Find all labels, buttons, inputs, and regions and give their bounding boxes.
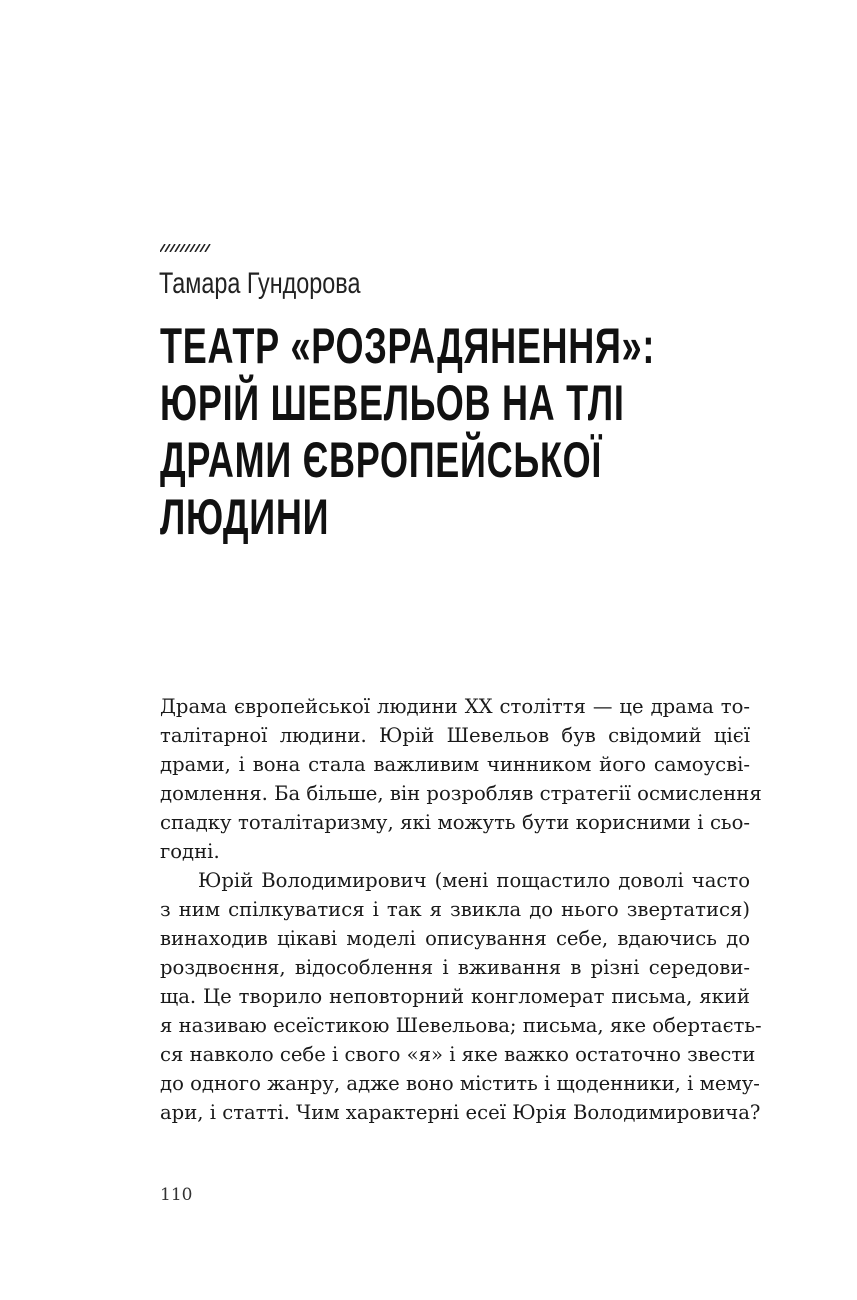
title-line: ЛЮДИНИ bbox=[160, 489, 330, 545]
page-number: 110 bbox=[160, 1185, 193, 1205]
text-line: до одного жанру, адже воно містить і щоденники, і мему- bbox=[160, 1072, 760, 1095]
text-line: годні. bbox=[160, 840, 220, 863]
text-line: ща. Це творило неповторний конгломерат письма, який bbox=[160, 985, 750, 1008]
author-name: Тамара Гундорова bbox=[159, 267, 361, 300]
text-line: ари, і статті. Чим характерні есеї Юрія Володимировича? bbox=[160, 1101, 761, 1124]
text-line: винаходив цікаві моделі описування себе, вдаючись до bbox=[160, 927, 750, 950]
text-line: талітарної людини. Юрій Шевельов був свідомий цієї bbox=[160, 724, 750, 747]
text-line: Драма європейської людини XX століття — це драма то- bbox=[160, 695, 750, 718]
text-line: з ним спілкуватися і так я звикла до нього звертатися) bbox=[160, 898, 750, 921]
text-line: роздвоєння, відособлення і вживання в різні середови- bbox=[160, 956, 750, 979]
hatch-ornament bbox=[160, 244, 212, 252]
paragraph-1 bbox=[160, 692, 762, 866]
article-title bbox=[160, 318, 655, 546]
text-line: ся навколо себе і свого «я» і яке важко остаточно звести bbox=[160, 1043, 756, 1066]
article-body bbox=[160, 692, 762, 1127]
text-line: домлення. Ба більше, він розробляв стратегії осмислення bbox=[160, 782, 762, 805]
title-line: ТЕАТР «РОЗРАДЯНЕННЯ»: bbox=[160, 318, 656, 374]
title-line: ЮРІЙ ШЕВЕЛЬОВ НА ТЛІ bbox=[160, 375, 625, 431]
text-line: драми, і вона стала важливим чинником його самоусві- bbox=[160, 753, 750, 776]
title-line: ДРАМИ ЄВРОПЕЙСЬКОЇ bbox=[160, 432, 603, 488]
text-line: я називаю есеїстикою Шевельова; письма, яке обертаєть- bbox=[160, 1014, 762, 1037]
text-line: спадку тоталітаризму, які можуть бути корисними і сьо- bbox=[160, 811, 750, 834]
text-line: Юрій Володимирович (мені пощастило доволі часто bbox=[198, 869, 750, 892]
paragraph-2 bbox=[160, 866, 762, 1127]
